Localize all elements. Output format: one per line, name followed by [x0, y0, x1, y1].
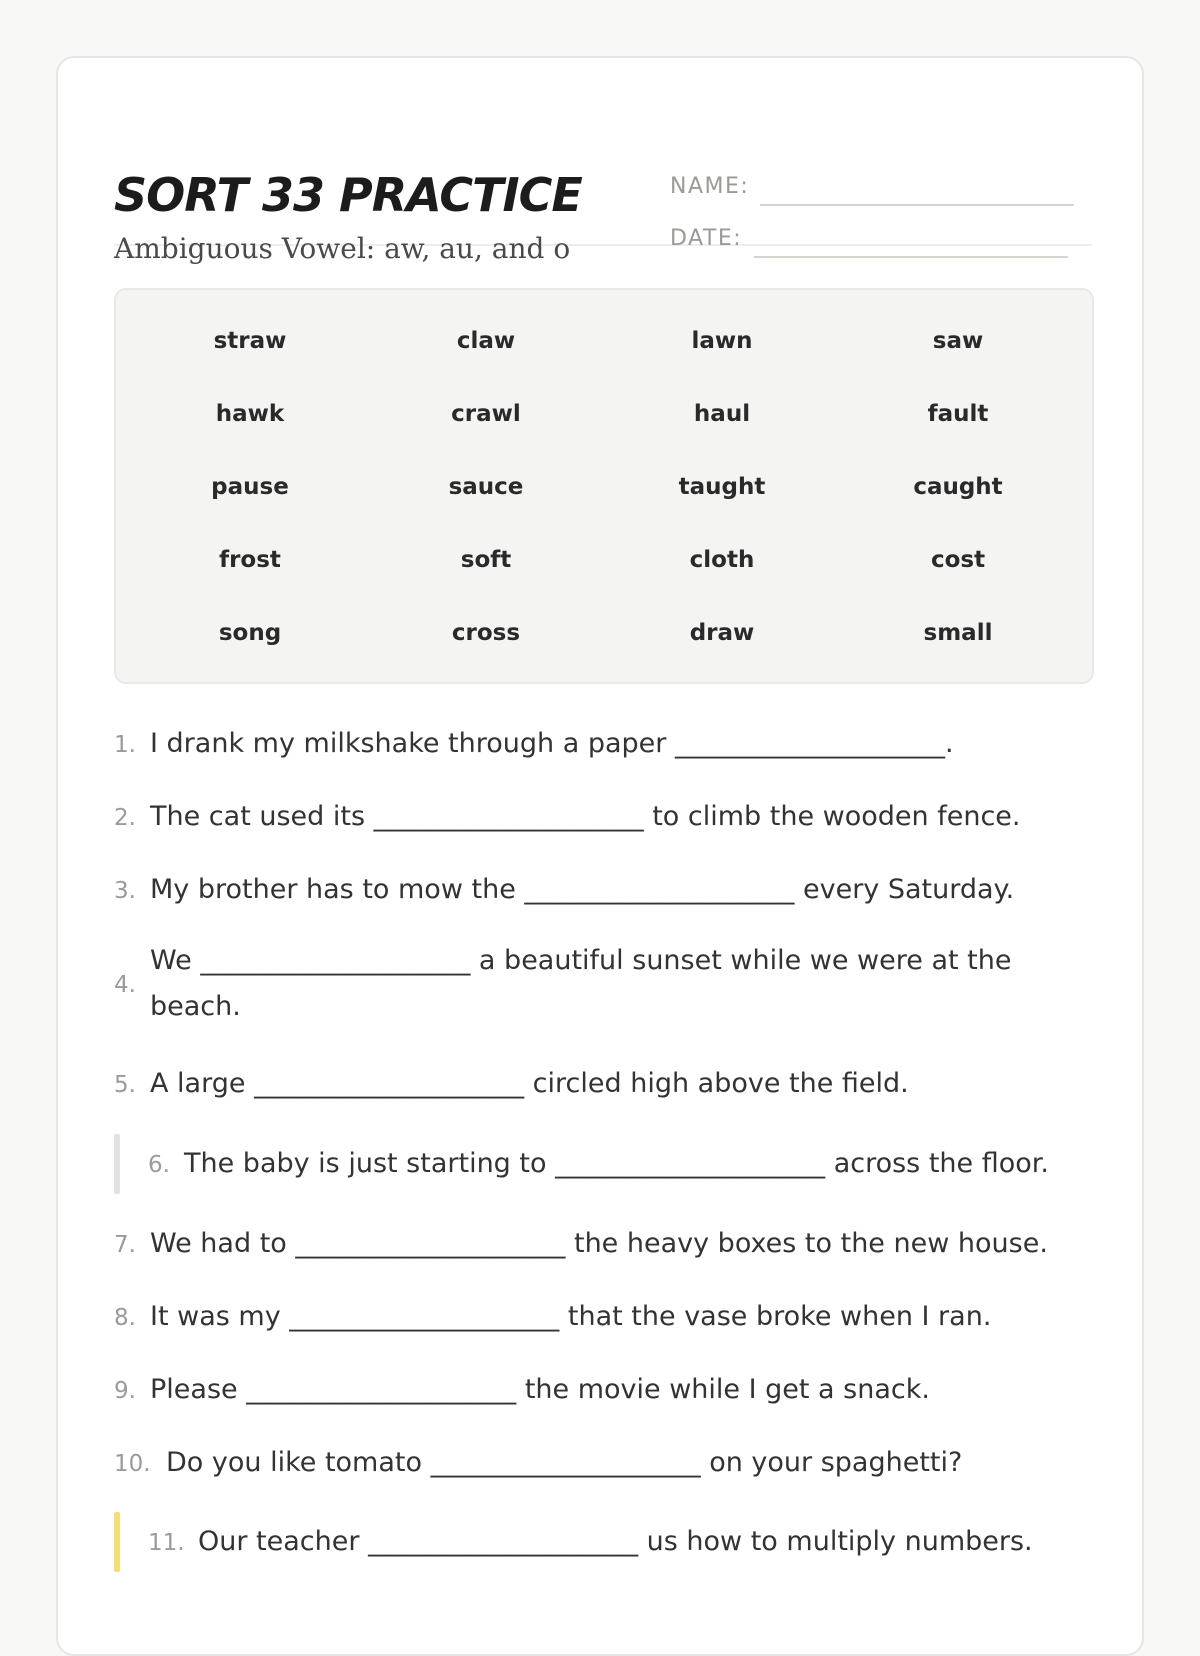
word-bank-item: draw	[689, 620, 755, 646]
sentence-number: 10.	[114, 1451, 151, 1477]
sentence-accent-bar	[114, 1134, 120, 1194]
sentence-text: Do you like tomato ____________________ on your spaghetti?	[166, 1447, 963, 1478]
word-bank-item: cloth	[689, 547, 755, 573]
word-bank-item: haul	[693, 401, 751, 427]
sentence-number: 2.	[114, 805, 136, 831]
sentence-number: 3.	[114, 878, 136, 904]
sentence-number: 11.	[148, 1530, 185, 1556]
answer-blank[interactable]: ____________________	[524, 874, 795, 905]
worksheet-header	[114, 114, 1092, 265]
answer-blank[interactable]: ____________________	[368, 1526, 639, 1557]
word-bank-item: cross	[451, 620, 521, 646]
answer-blank[interactable]: ____________________	[289, 1301, 560, 1332]
sentence-text: We ____________________ a beautiful sunset while we were at the beach.	[150, 945, 1012, 1022]
sentence-text: My brother has to mow the ____________________ every Saturday.	[150, 874, 1015, 905]
word-bank-item: claw	[456, 328, 516, 354]
word-bank	[114, 288, 1094, 684]
word-bank-item: caught	[913, 474, 1003, 500]
word-bank-item: soft	[460, 547, 512, 573]
name-label: NAME:	[670, 174, 750, 199]
word-bank-item: hawk	[215, 401, 285, 427]
sentence-number: 4.	[114, 972, 136, 998]
answer-blank[interactable]: ____________________	[246, 1374, 517, 1405]
word-bank-item: small	[923, 620, 993, 646]
sentence-text: I drank my milkshake through a paper ____________________.	[150, 728, 954, 759]
page-subtitle: Ambiguous Vowel: aw, au, and o	[114, 232, 571, 265]
sentence-text: A large ____________________ circled high above the field.	[150, 1068, 909, 1099]
sentence-number: 8.	[114, 1305, 136, 1331]
answer-blank[interactable]: ____________________	[295, 1228, 566, 1259]
word-bank-item: fault	[927, 401, 989, 427]
sentence-number: 1.	[114, 732, 136, 758]
word-bank-item: lawn	[691, 328, 753, 354]
answer-blank[interactable]: ____________________	[200, 945, 471, 976]
sentence-text: The baby is just starting to ____________________ across the floor.	[184, 1148, 1049, 1179]
word-bank-item: straw	[213, 328, 287, 354]
answer-blank[interactable]: ____________________	[555, 1148, 826, 1179]
answer-blank[interactable]: ____________________	[373, 801, 644, 832]
word-bank-item: saw	[932, 328, 984, 354]
name-field[interactable]	[670, 168, 1092, 208]
sentence-number: 6.	[148, 1152, 170, 1178]
sentence-text: Please ____________________ the movie while I get a snack.	[150, 1374, 930, 1405]
word-bank-item: pause	[211, 474, 289, 500]
date-line[interactable]	[754, 256, 1068, 258]
sentence-text: Our teacher ____________________ us how to multiply numbers.	[198, 1526, 1033, 1557]
word-bank-item: song	[218, 620, 282, 646]
word-bank-item: taught	[678, 474, 766, 500]
answer-blank[interactable]: ____________________	[254, 1068, 525, 1099]
date-field[interactable]	[670, 220, 1092, 260]
word-bank-item: crawl	[451, 401, 521, 427]
answer-blank[interactable]: ____________________	[674, 728, 945, 759]
page-title: SORT 33 PRACTICE	[114, 168, 582, 222]
sentence-number: 7.	[114, 1232, 136, 1258]
sentence-text: It was my ____________________ that the vase broke when I ran.	[150, 1301, 992, 1332]
word-bank-item: frost	[219, 547, 281, 573]
date-label: DATE:	[670, 226, 743, 251]
answer-blank[interactable]: ____________________	[430, 1447, 701, 1478]
worksheet-card	[56, 56, 1144, 1656]
sentence-text: The cat used its ____________________ to climb the wooden fence.	[150, 801, 1021, 832]
sentence-text: We had to ____________________ the heavy boxes to the new house.	[150, 1228, 1048, 1259]
word-bank-item: cost	[930, 547, 986, 573]
sentence-number: 9.	[114, 1378, 136, 1404]
sentence-number: 5.	[114, 1072, 136, 1098]
sentence-accent-bar	[114, 1512, 120, 1572]
name-line[interactable]	[760, 204, 1074, 206]
word-bank-item: sauce	[448, 474, 524, 500]
